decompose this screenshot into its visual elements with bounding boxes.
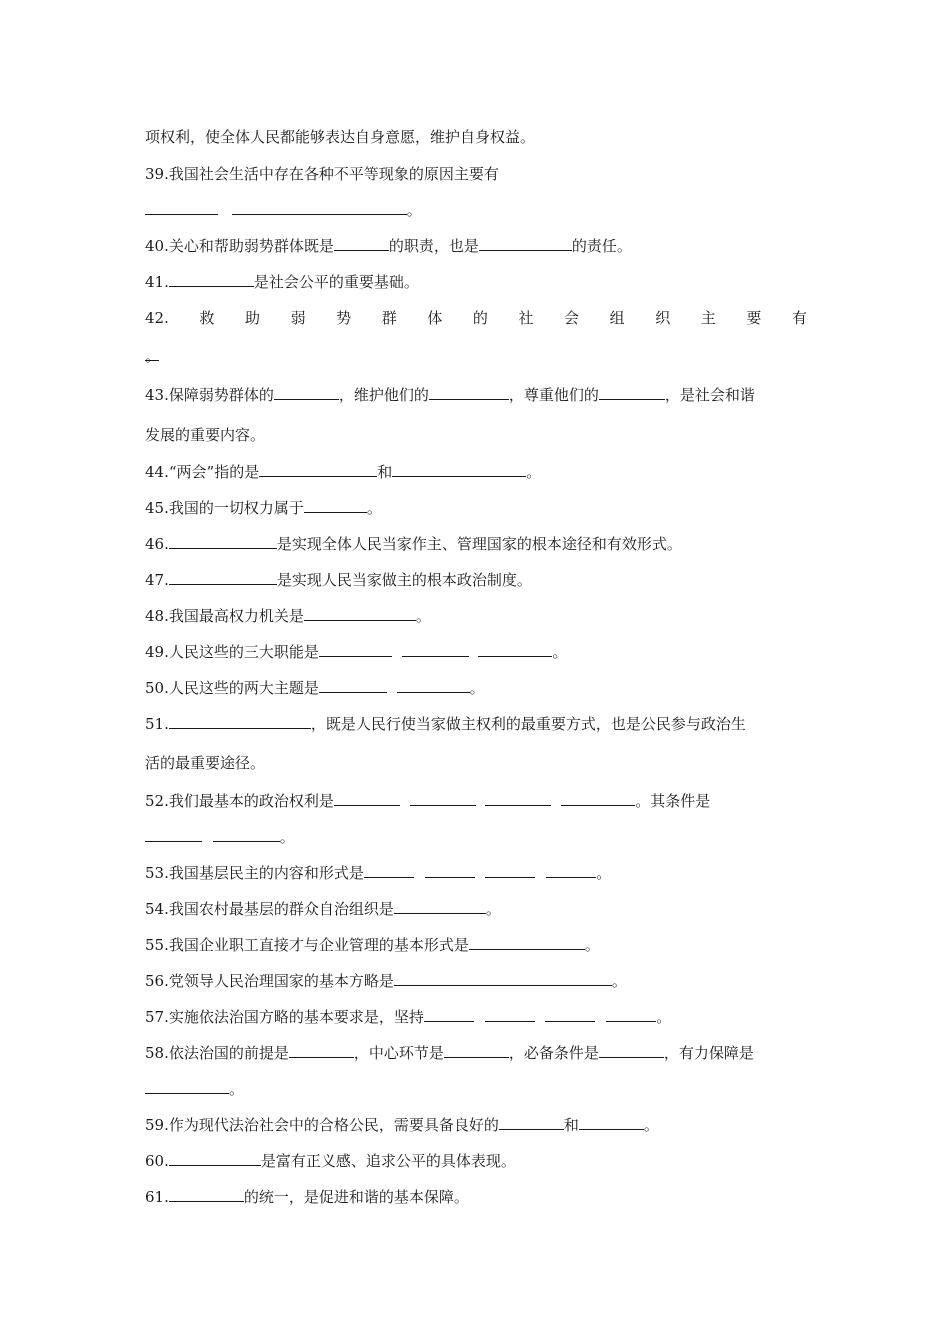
answer-blank[interactable]: [213, 827, 280, 842]
answer-blank[interactable]: [145, 827, 202, 842]
question-51: 51. ，既是人民行使当家做主权利的最重要方式，也是公民参与政治生: [145, 715, 746, 733]
answer-blank[interactable]: [599, 385, 665, 400]
answer-blank[interactable]: [364, 863, 414, 878]
answer-blank[interactable]: [397, 678, 470, 693]
question-42: 42. 救 助 弱 势 群 体 的 社 会 组 织 主 要 有: [145, 309, 807, 327]
answer-blank[interactable]: [169, 534, 277, 549]
answer-blank[interactable]: [304, 498, 367, 513]
question-43: 43.保障弱势群体的 ，维护他们的 ，尊重他们的 ，是社会和谐: [145, 386, 755, 404]
answer-blank[interactable]: [319, 678, 387, 693]
question-41: 41. 是社会公平的重要基础。: [145, 273, 419, 291]
question-56: 56.党领导人民治理国家的基本方略是 。: [145, 972, 627, 990]
answer-blank[interactable]: [599, 1043, 664, 1058]
question-53: 53.我国基层民主的内容和形式是 。: [145, 864, 612, 882]
answer-blank[interactable]: [410, 791, 476, 806]
answer-blank[interactable]: [169, 714, 311, 729]
answer-blank[interactable]: [392, 462, 526, 477]
answer-blank[interactable]: [169, 1151, 261, 1166]
question-44: 44.“两会”指的是 和 。: [145, 463, 542, 481]
question-52: 52.我们最基本的政治权利是 。其条件是: [145, 792, 711, 810]
question-59: 59.作为现代法治社会中的合格公民，需要具备良好的 和 。: [145, 1116, 659, 1134]
question-46: 46. 是实现全体人民当家作主、管理国家的根本途径和有效形式。: [145, 535, 682, 553]
question-49: 49.人民这些的三大职能是 。: [145, 643, 568, 661]
answer-blank[interactable]: [319, 642, 392, 657]
answer-blank[interactable]: [485, 1007, 535, 1022]
answer-blank[interactable]: [169, 1187, 244, 1202]
question-40: 40.关心和帮助弱势群体既是 的职责，也是 的责任。: [145, 237, 632, 255]
question-58: 58.依法治国的前提是 ，中心环节是 ，必备条件是 ，有力保障是: [145, 1044, 754, 1062]
question-45: 45.我国的一切权力属于 。: [145, 499, 382, 517]
question-39-answers: 。: [145, 200, 807, 220]
answer-blank[interactable]: [424, 1007, 474, 1022]
answer-blank[interactable]: [145, 200, 218, 215]
question-48: 48.我国最高权力机关是 。: [145, 607, 431, 625]
answer-blank[interactable]: [485, 791, 551, 806]
question-54: 54.我国农村最基层的群众自治组织是 。: [145, 900, 501, 918]
question-39: 39.我国社会生活中存在各种不平等现象的原因主要有: [145, 165, 499, 183]
answer-blank[interactable]: [546, 863, 596, 878]
answer-blank[interactable]: [145, 1079, 229, 1094]
answer-blank[interactable]: [259, 462, 377, 477]
answer-blank[interactable]: [394, 971, 612, 986]
answer-blank[interactable]: [545, 1007, 595, 1022]
answer-blank[interactable]: [169, 272, 254, 287]
answer-blank[interactable]: [274, 385, 339, 400]
answer-blank[interactable]: [478, 642, 552, 657]
answer-blank[interactable]: [561, 791, 635, 806]
question-42-answers: [145, 346, 807, 366]
question-51-continued: 活的最重要途径。: [145, 754, 266, 772]
answer-blank[interactable]: [606, 1007, 656, 1022]
question-60: 60. 是富有正义感、追求公平的具体表现。: [145, 1152, 516, 1170]
answer-blank[interactable]: [169, 570, 277, 585]
question-52-conditions: 。: [145, 827, 807, 847]
answer-blank[interactable]: [429, 385, 509, 400]
answer-blank[interactable]: [499, 1115, 564, 1130]
answer-blank[interactable]: [304, 606, 416, 621]
answer-blank[interactable]: [479, 236, 572, 251]
answer-blank[interactable]: [394, 899, 486, 914]
q38-continuation: 项权利，使全体人民都能够表达自身意愿，维护自身权益。: [145, 128, 536, 146]
question-58-continued: 。: [145, 1079, 807, 1099]
question-61: 61. 的统一，是促进和谐的基本保障。: [145, 1188, 469, 1206]
question-43-continued: 发展的重要内容。: [145, 426, 266, 444]
answer-blank[interactable]: [232, 200, 407, 215]
answer-blank[interactable]: [444, 1043, 509, 1058]
answer-blank[interactable]: 。: [145, 347, 161, 365]
answer-blank[interactable]: [334, 236, 389, 251]
answer-blank[interactable]: [289, 1043, 354, 1058]
question-57: 57.实施依法治国方略的基本要求是，坚持 。: [145, 1008, 672, 1026]
answer-blank[interactable]: [579, 1115, 644, 1130]
question-55: 55.我国企业职工直接才与企业管理的基本形式是 。: [145, 936, 600, 954]
answer-blank[interactable]: [425, 863, 475, 878]
question-50: 50.人民这些的两大主题是 。: [145, 679, 485, 697]
answer-blank[interactable]: [334, 791, 400, 806]
answer-blank[interactable]: [469, 935, 585, 950]
answer-blank[interactable]: [402, 642, 469, 657]
question-47: 47. 是实现人民当家做主的根本政治制度。: [145, 571, 532, 589]
answer-blank[interactable]: [485, 863, 535, 878]
